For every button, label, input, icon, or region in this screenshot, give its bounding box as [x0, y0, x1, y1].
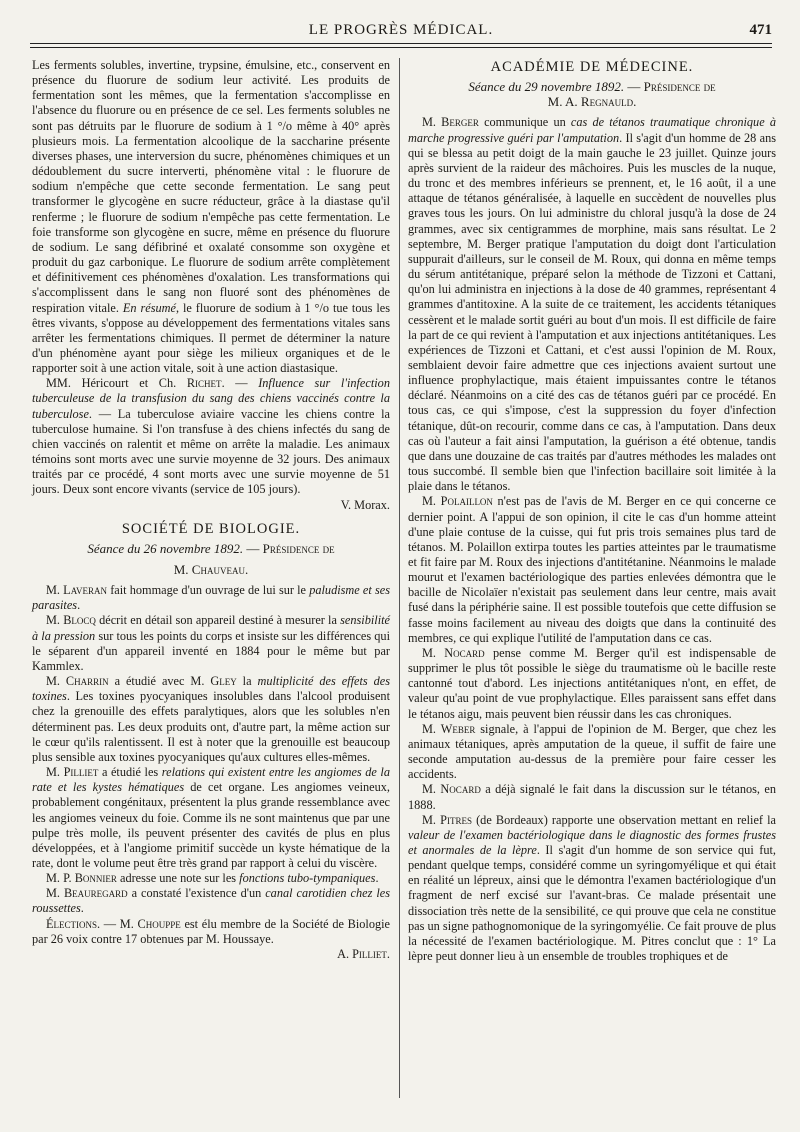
paragraph-text: est élu membre de la Société de Biologie par 26 voix contre 17 obtenues par M. Houssaye. [32, 916, 390, 946]
paragraph-text: . Il s'agit d'un homme de 28 ans qui se blessa au petit doigt de la main gauche le 23 juillet. Quinze jours après survient de la raideur des mâchoires. Puis les muscles de la nuque, du tronc et des membres inférieurs se prennent, et, le 16 août, il a une attaque de tétanos généralisée, à laquelle en succèdent de nouvelles plus graves tous les jours. On lui administre du chloral jusqu'à la dose de 24 grammes, avec six centigrammes de morphine, mais sans résultat. Le 2 septembre, M. Berger pratique l'amputation du doigt dont l'articulation suppurait d'ailleurs, sur le conseil de M. Roux, qui donna en même temps du sérum antitétanique, préparé selon la méthode de Tizzoni et Cattani, qu'on lui administra en injections à la dose de 40 grammes, représentant 4 grammes d'antitoxine. A la suite de ce traitement, les accidents tétaniques cessèrent et le malade sortit guéri au bout d'un mois. Il est difficile de faire la part de ce qui revient à l'amputation et aux injections antitétaniques. Les expériences de Tizzoni et Cattani, et c'est aussi l'opinion de M. Roux, semblaient devoir faire admettre que ces injections avaient surtout une influence prophylactique, mais étaient impuissantes contre le tétanos déclaré. Néanmoins on a cité des cas de tétanos guéri par ce procédé. En tous cas, ce qui s'impose, c'est la suppression du foyer d'infection tétanique, dût-on recourir, comme dans ce cas, à l'amputation. Dans deux cas où l'auteur a fait ainsi l'amputation, la guérison a été obtenue, tandis que dans une douzaine de cas traités par d'autres méthodes les malades ont tous succombé. Il semble bien que l'infection bacillaire soit limitée à la plaie dans le tétanos. [408, 130, 776, 494]
paragraph-elections [32, 917, 390, 947]
speaker-name: Gley [210, 674, 237, 689]
session-line [408, 79, 776, 94]
italic-text: multiplicité des effets des toxines [32, 674, 390, 704]
paragraph-text: . — M. [97, 916, 138, 931]
author-names: MM. Héricourt et Ch. [46, 376, 187, 391]
paragraph-beauregard [32, 886, 390, 916]
header-rule-top [30, 43, 772, 44]
speaker-name: Chouppe [137, 916, 181, 931]
right-column [408, 58, 776, 964]
signature-text: A. Pilliet. [337, 946, 390, 961]
paragraph-text: . Les toxines pyocyaniques insolubles dans l'alcool produisent chez la grenouille des effets paralytiques, alors que les solubles n'en déterminent pas. Les deux produits ont, d'autre part, la même action sur le cœur qu'ils ralentissent. Il est à noter que la grenouille est beaucoup plus sensible aux toxines pyocyaniques qu'aux cultures elles-mêmes. [32, 689, 390, 764]
paragraph-blocq [32, 613, 390, 674]
italic-text: sensibilité à la pression [32, 613, 390, 643]
paragraph-text: sur tous les points du corps et insiste sur les différences qui le séparent d'un appareil inventé en 1884 pour le même but par Kammlex. [32, 628, 390, 673]
paragraph-text: . [375, 871, 379, 886]
president-text: M. A. Regnauld. [547, 94, 637, 110]
session-date: Séance du 29 novembre 1892. [468, 79, 625, 95]
paragraph-text: n'est pas de l'avis de M. Berger en ce qui concerne ce dernier point. A l'appui de son opinion, il cite le cas d'un homme atteint d'une plaie contuse de la cuisse, qui fut pris trois semaines plus tard de tétanos. M. Polaillon extirpa toutes les parties atteintes par le traumatisme et fit faire par M. Roux des injections d'antitétanine. Néanmoins le malade mourut et l'examen bactériologique des parties enlevées démontra que le bacille de Nicolaïer n'existait pas seulement dans leur centre, mais avait fusé dans la périphérie saine. Il est possible toutefois que cette diffusion se fasse moins facilement au niveau des doigts que dans la continuité des membres, ce qui explique l'utilité de l'amputation dans ce cas. [408, 494, 776, 645]
speaker-name: M. Berger [422, 115, 479, 130]
paragraph-text: communique un [478, 115, 571, 130]
separator: . — [221, 376, 259, 391]
italic-text: fonctions tubo-tympaniques [239, 871, 376, 886]
paragraph-text: pense comme M. Berger qu'il est indispensable de supprimer le plus tôt possible le siège du traumatisme où le bacille reste cantonné tout d'abord. Les injections antitétaniques n'ont, en effet, de valeur qu'au point de vue prophylactique. Elles paraissent sans effet dans le tétanos aigu, mais peuvent bien réussir dans les cas chroniques. [408, 645, 776, 721]
paragraph-nocard-2 [408, 782, 776, 812]
page-number: 471 [749, 22, 772, 38]
speaker-name: M. Nocard [422, 782, 481, 797]
signature-morax: V. Morax. [340, 497, 390, 512]
italic-text: cas de tétanos traumatique chronique à marche progressive guéri par l'amputation [408, 115, 776, 145]
president-text: M. Chauveau. [173, 562, 249, 577]
running-title: LE PROGRÈS MÉDICAL. [308, 22, 494, 38]
italic-text: paludisme et ses parasites [32, 583, 390, 613]
paragraph-text: a déjà signalé le fait dans la discussion sur le tétanos, en 1888. [408, 782, 777, 812]
italic-text: canal carotidien chez les roussettes [32, 886, 390, 916]
paragraph-text: signale, à l'appui de l'opinion de M. Berger, que chez les animaux tétaniques, après amputation de la queue, il suffit de faire une seconde amputation au-dessus de la première pour faire cesser les accidents. [408, 721, 777, 782]
italic-text: valeur de l'examen bactériologique dans le diagnostic des formes frustes et anormales de la lèpre [408, 827, 776, 857]
page-header [30, 22, 772, 40]
president-name [408, 94, 776, 109]
paragraph-text: , le fluorure de sodium à 1 °/o tue tous les êtres vivants, s'oppose au développement des fermentations vitales sans arrêter les fermentations chimiques. Il permet de déterminer la nature d'un phénomène ayant pour siège les milieux organiques et de le rapporter soit à une action vitale, soit à une action diastasique. [32, 300, 390, 376]
speaker-name: M. Blocq [46, 613, 96, 628]
paragraph-text: Les ferments solubles, invertine, trypsine, émulsine, etc., conservent en présence du fluorure de sodium leur activité. Les produits de fermentation sont les mêmes, que la fermentation s'accomplisse en l'absence du fluorure ou en présence de ce sel. Les ferments solubles ne sont pas détruits par le fluorure de sodium à 1 °/o même à 40° après plusieurs mois. La fermentation alcoolique de la saccharine présente diverses phases, une interversion du sucre, phénomènes chimiques et un dédoublement du sucre interverti, phénomène vital : le fluorure de sodium n'empêche que cette seconde fermentation. Le sang peut transformer le glycogène en sucre réducteur, grâce à la diastase qu'il renferme ; le fluorure de sodium n'empêche pas cette fermentation. Le foie transforme son glycogène en sucre, même en présence du fluorure de sodium. Le sang défibriné et oxalaté consomme son oxygène et produit du gaz carbonique. Le fluorure de sodium arrête complètement et définitivement ces phénomènes d'oxalation. Les transformations qui s'accomplissent dans le sang non fluoré sont des phénomènes de respiration vitale. [32, 58, 390, 315]
paragraph-charrin [32, 674, 390, 765]
paragraph-text: de cet organe. Les angiomes veineux, probablement congénitaux, présentent la plus grande ressemblance avec les angiomes veineux du foie. Comme ils ne sont maintenus que par une pulpe très molle, ils peuvent présenter des cavités de plus en plus développées, et à l'angiome primitif succède un kyste hématique de la rate, dont le volume peut être très grand par rapport à celui du viscère. [32, 780, 390, 870]
session-date: Séance du 26 novembre 1892. [87, 540, 244, 556]
president-name [32, 562, 390, 577]
paragraph-bonnier [32, 871, 390, 886]
speaker-name: M. Beauregard [46, 886, 128, 901]
paragraph-text: fait hommage d'un ouvrage de lui sur le [107, 583, 310, 598]
paragraph-fluorure [32, 58, 390, 376]
paragraph-weber [408, 722, 776, 783]
speaker-name: M. Polaillon [422, 494, 493, 509]
paragraph-text: la [236, 674, 258, 689]
speaker-name: Élections [46, 916, 98, 931]
presidence-label: — Présidence de [624, 79, 716, 95]
paragraph-text: (de Bordeaux) rapporte une observation mettant en relief la [471, 812, 776, 827]
paragraph-text: . Il s'agit d'un homme de son service qui fut, pendant quelque temps, considéré comme un syringomyélique et qui était en réalité un lépreux, ainsi que le démontra l'examen bactériologique d'un fragment de nerf excisé sur l'avant-bras. Ce malade présentait une dissociation très nette de la sensibilité, ce qui prouve que cela ne constitue pas un signe pathognomonique de la syringomyélie. Ce fait prouve de plus la nécessité de l'examen bactériologique. M. Pitres conclut que : 1° La lèpre peut donner lieu à un ensemble de troubles trophiques et de [408, 842, 776, 964]
column-divider [399, 58, 400, 1098]
paragraph-polaillon [408, 494, 776, 646]
paragraph-pitres [408, 813, 776, 965]
paragraph-nocard [408, 646, 776, 722]
presidence-label: — Présidence de [243, 540, 335, 556]
italic-text: relations qui existent entre les angiomes de la rate et les kystes hématiques [32, 765, 390, 795]
header-rule-bottom [30, 47, 772, 48]
paragraph-text: a étudié avec M. [108, 674, 211, 689]
paragraph-laveran [32, 583, 390, 613]
paragraph-text: . [77, 598, 81, 613]
article-title: Influence sur l'infection tuberculeuse de la transfusion du sang des chiens vaccinés contre la tuberculose [32, 376, 390, 421]
speaker-name: M. Laveran [46, 583, 108, 598]
section-title-societe-biologie: SOCIÉTÉ DE BIOLOGIE. [121, 520, 301, 537]
paragraph-text: adresse une note sur les [116, 871, 240, 886]
paragraph-text: a constaté l'existence d'un [127, 886, 266, 901]
speaker-name: M. Nocard [422, 645, 485, 660]
author-name: Richet [186, 376, 222, 391]
section-title-academie: ACADÉMIE DE MÉDECINE. [490, 59, 694, 75]
paragraph-berger [408, 115, 776, 494]
paragraph-text: . — La tuberculose aviaire vaccine les chiens contre la tuberculose humaine. Si l'on transfuse à des chiens infectés du sang de chien vaccinés on ralentit et même on arrête la maladie. Les animaux témoins sont morts avec une survie moyenne de 32 jours. Des animaux traités par ce procédé, 4 sont morts avec une survie moyenne de 51 jours. Deux sont encore vivants (service de 105 jours). [32, 406, 390, 497]
paragraph-text: décrit en détail son appareil destiné à mesurer la [95, 613, 341, 628]
paragraph-text: . [80, 901, 84, 916]
speaker-name: M. Pilliet [46, 765, 99, 780]
speaker-name: M. Weber [422, 721, 476, 736]
signature-pilliet [32, 947, 390, 962]
speaker-name: M. Charrin [46, 674, 109, 689]
session-line [32, 541, 390, 556]
italic-text: En résumé [122, 300, 176, 315]
speaker-name: M. P. Bonnier [46, 871, 117, 886]
left-column [32, 58, 390, 962]
speaker-name: M. Pitres [422, 812, 472, 827]
paragraph-hericourt [32, 376, 390, 497]
paragraph-text: a étudié les [98, 765, 162, 780]
paragraph-pilliet [32, 765, 390, 871]
